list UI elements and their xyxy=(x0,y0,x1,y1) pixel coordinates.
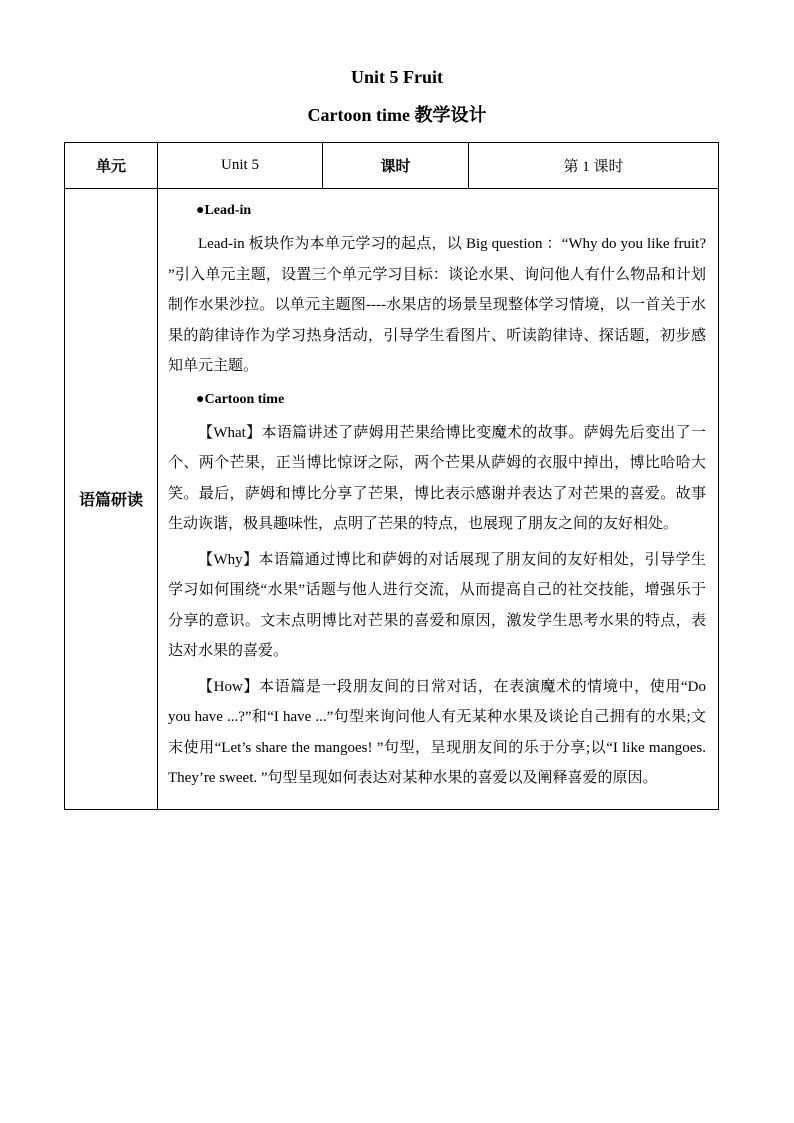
text-analysis-row xyxy=(65,189,719,810)
period-value-cell: 第 1 课时 xyxy=(469,143,719,189)
unit-value-cell: Unit 5 xyxy=(158,143,323,189)
text-analysis-content-cell xyxy=(158,189,719,810)
section-heading-cartoon-time: ●Cartoon time xyxy=(196,391,285,407)
what-paragraph: 【What】本语篇讲述了萨姆用芒果给博比变魔术的故事。萨姆先后变出了一个、两个芒果，正当博比惊讶之际，两个芒果从萨姆的衣服中掉出，博比哈哈大笑。最后，萨姆和博比分享了芒果，博比表示感谢并表达了对芒果的喜爱。故事生动诙谐，极具趣味性，点明了芒果的特点，也展现了朋友之间的友好相处。 xyxy=(168,424,706,532)
section-heading-lead-in: ●Lead-in xyxy=(196,203,252,218)
document-subtitle: Cartoon time 教学设计 xyxy=(307,105,487,125)
how-paragraph: 【How】本语篇是一段朋友间的日常对话，在表演魔术的情境中，使用“Do you have ...?”和“I have ...”句型来询问他人有无某种水果及谈论自己拥有的水果;文末使用“Let’s share the mangoes! ”句型，呈现朋友间的乐于分享;以“I like mangoes. They’re sweet. ”句型呈现如何表达对某种水果的喜爱以及阐释喜爱的原因。 xyxy=(168,678,706,786)
text-analysis-label-cell: 语篇研读 xyxy=(65,189,158,810)
document-title: Unit 5 Fruit xyxy=(351,67,443,87)
unit-label-cell: 单元 xyxy=(65,143,158,189)
table-header-row xyxy=(65,143,719,189)
lesson-design-table xyxy=(64,142,719,810)
why-paragraph: 【Why】本语篇通过博比和萨姆的对话展现了朋友间的友好相处，引导学生学习如何围绕“水果”话题与他人进行交流，从而提高自己的社交技能，增强乐于分享的意识。文末点明博比对芒果的喜爱和原因，激发学生思考水果的特点，表达对水果的喜爱。 xyxy=(168,551,706,659)
lead-in-paragraph: Lead-in 板块作为本单元学习的起点，以 Big question ：“Why do you like fruit? ”引入单元主题，设置三个单元学习目标：谈论水果、询问他人有什么物品和计划制作水果沙拉。以单元主题图----水果店的场景呈现整体学习情境，以一首关于水果的韵律诗作为学习热身活动，引导学生看图片、听读韵律诗、探话题，初步感知单元主题。 xyxy=(168,236,706,374)
period-label-cell: 课时 xyxy=(323,143,469,189)
